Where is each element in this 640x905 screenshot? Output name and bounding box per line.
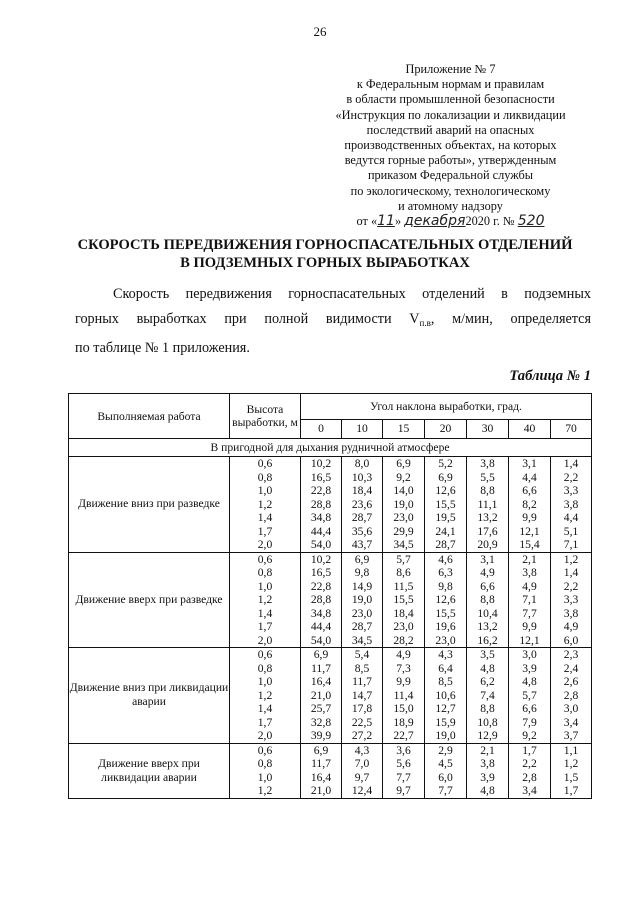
cell-value: 3,1	[522, 457, 537, 470]
cell-value: 1,7	[522, 743, 537, 757]
cell-value: 23,0	[393, 620, 414, 633]
cell-value: 1,7	[257, 715, 273, 729]
angle-header: 10	[342, 419, 383, 438]
cell-value: 3,3	[563, 484, 579, 497]
speed-cell	[551, 552, 592, 648]
appendix-line: и атомному надзору	[398, 198, 503, 213]
cell-value: 9,9	[522, 511, 537, 524]
cell-value: 10,6	[435, 688, 456, 702]
cell-value: 8,6	[396, 566, 411, 579]
cell-value: 2,8	[563, 688, 579, 702]
angle-header: 40	[509, 419, 551, 438]
cell-value: 34,5	[351, 633, 373, 647]
cell-value: 8,8	[480, 702, 495, 715]
cell-value: 10,2	[310, 552, 332, 566]
velocity-subscript: п.в	[419, 318, 431, 328]
cell-value: 16,5	[310, 566, 332, 579]
cell-value: 22,8	[310, 484, 332, 497]
cell-value: 28,8	[310, 593, 332, 606]
cell-value: 6,6	[480, 579, 495, 593]
speed-cell	[509, 648, 551, 744]
cell-value: 7,7	[438, 784, 453, 797]
speed-cell	[383, 457, 425, 553]
paragraph-line-2-end: , м/мин, определяется	[430, 311, 591, 327]
cell-value: 1,4	[563, 457, 579, 470]
cell-value: 8,0	[354, 457, 370, 470]
cell-value: 2,1	[522, 552, 537, 566]
cell-value: 6,6	[522, 484, 537, 497]
cell-value: 23,0	[393, 511, 414, 524]
angle-header: 30	[467, 419, 509, 438]
cell-value: 19,0	[351, 593, 373, 606]
cell-value: 6,4	[438, 661, 453, 675]
cell-value: 4,9	[563, 620, 579, 633]
activity-cell: Движение вниз при ликвидации аварии	[69, 648, 230, 744]
cell-value: 5,2	[438, 457, 453, 470]
table-row	[69, 648, 592, 744]
cell-value: 28,7	[435, 538, 456, 551]
header-work: Выполняемая работа	[69, 394, 230, 439]
cell-value: 14,9	[351, 579, 373, 593]
speed-cell	[467, 648, 509, 744]
cell-value: 19,0	[393, 497, 414, 511]
cell-value: 1,0	[257, 770, 273, 784]
cell-value: 3,4	[522, 784, 537, 797]
paragraph-line-2	[75, 307, 591, 336]
cell-value: 7,1	[563, 538, 579, 551]
cell-value: 1,2	[257, 784, 273, 797]
sign-prefix: от «	[356, 214, 378, 229]
appendix-line: производственных объектах, на которых	[344, 138, 557, 153]
cell-value: 3,4	[563, 715, 579, 729]
cell-value: 2,1	[480, 743, 495, 757]
cell-value: 1,2	[257, 593, 273, 606]
sign-mid: »	[394, 214, 402, 229]
cell-value: 4,9	[396, 648, 411, 661]
cell-value: 16,5	[310, 470, 332, 484]
cell-value: 16,4	[310, 770, 332, 784]
cell-value: 9,8	[354, 566, 370, 579]
cell-value: 3,0	[522, 648, 537, 661]
cell-value: 3,1	[480, 552, 495, 566]
cell-value: 3,9	[480, 770, 495, 784]
cell-value: 28,7	[351, 511, 373, 524]
cell-value: 6,0	[563, 633, 579, 647]
appendix-line: ведутся горные работы», утвержденным	[344, 153, 557, 168]
cell-value: 6,9	[354, 552, 370, 566]
cell-value: 1,2	[563, 757, 579, 770]
cell-value: 8,8	[480, 484, 495, 497]
cell-value: 1,4	[257, 702, 273, 715]
cell-value: 2,2	[563, 470, 579, 484]
cell-value: 7,0	[354, 757, 370, 770]
cell-value: 4,4	[522, 470, 537, 484]
cell-value: 3,8	[522, 566, 537, 579]
speed-cell	[551, 743, 592, 798]
cell-value: 27,2	[351, 729, 373, 742]
cell-value: 12,9	[477, 729, 498, 742]
cell-value: 0,6	[257, 457, 273, 470]
cell-value: 15,4	[519, 538, 540, 551]
cell-value: 1,0	[257, 675, 273, 688]
cell-value: 7,9	[522, 715, 537, 729]
cell-value: 13,2	[477, 511, 498, 524]
cell-value: 21,0	[310, 784, 332, 797]
paragraph-line-1: Скорость передвижения горноспасательных отделений в подземных	[113, 286, 591, 302]
cell-value: 23,0	[351, 606, 373, 620]
cell-value: 1,2	[257, 497, 273, 511]
cell-value: 2,0	[257, 538, 273, 551]
cell-value: 54,0	[310, 538, 332, 551]
cell-value: 3,8	[480, 457, 495, 470]
cell-value: 4,8	[522, 675, 537, 688]
cell-value: 15,5	[435, 606, 456, 620]
speed-cell	[383, 743, 425, 798]
cell-value: 14,7	[351, 688, 373, 702]
speed-cell	[301, 457, 342, 553]
cell-value: 9,8	[438, 579, 453, 593]
cell-value: 18,9	[393, 715, 414, 729]
speed-cell	[301, 552, 342, 648]
cell-value: 11,1	[477, 497, 498, 511]
speed-cell	[551, 648, 592, 744]
cell-value: 32,8	[310, 715, 332, 729]
cell-value: 12,7	[435, 702, 456, 715]
speed-table	[68, 393, 592, 799]
speed-cell	[509, 552, 551, 648]
cell-value: 2,9	[438, 743, 453, 757]
cell-value: 10,4	[477, 606, 498, 620]
cell-value: 2,3	[563, 648, 579, 661]
cell-value: 28,7	[351, 620, 373, 633]
activity-cell: Движение вверх при разведке	[69, 552, 230, 648]
cell-value: 0,6	[257, 743, 273, 757]
cell-value: 10,3	[351, 470, 373, 484]
appendix-line: по экологическому, технологическому	[350, 183, 551, 198]
cell-value: 3,9	[522, 661, 537, 675]
cell-value: 4,9	[522, 579, 537, 593]
cell-value: 5,7	[396, 552, 411, 566]
cell-value: 6,0	[438, 770, 453, 784]
height-cell	[230, 552, 301, 648]
cell-value: 8,5	[438, 675, 453, 688]
appendix-line: Приложение № 7	[405, 62, 496, 76]
angle-header: 0	[301, 419, 342, 438]
cell-value: 16,2	[477, 633, 498, 647]
paragraph-line-2-text: горных выработках при полной видимости V	[75, 311, 420, 327]
angle-header: 70	[551, 419, 592, 438]
cell-value: 8,2	[522, 497, 537, 511]
cell-value: 9,9	[522, 620, 537, 633]
cell-value: 12,1	[519, 524, 540, 538]
cell-value: 1,0	[257, 484, 273, 497]
cell-value: 5,1	[563, 524, 579, 538]
cell-value: 43,7	[351, 538, 373, 551]
cell-value: 7,7	[522, 606, 537, 620]
cell-value: 5,6	[396, 757, 411, 770]
speed-cell	[383, 552, 425, 648]
cell-value: 13,2	[477, 620, 498, 633]
cell-value: 6,9	[396, 457, 411, 470]
cell-value: 7,4	[480, 688, 495, 702]
speed-cell	[301, 743, 342, 798]
cell-value: 11,5	[393, 579, 414, 593]
cell-value: 25,7	[310, 702, 332, 715]
cell-value: 3,7	[563, 729, 579, 742]
cell-value: 28,2	[393, 633, 414, 647]
title-line-2: В ПОДЗЕМНЫХ ГОРНЫХ ВЫРАБОТКАХ	[180, 255, 470, 271]
cell-value: 34,8	[310, 511, 332, 524]
cell-value: 2,6	[563, 675, 579, 688]
cell-value: 2,8	[522, 770, 537, 784]
cell-value: 12,4	[351, 784, 373, 797]
cell-value: 6,9	[313, 648, 329, 661]
cell-value: 15,5	[435, 497, 456, 511]
cell-value: 5,7	[522, 688, 537, 702]
cell-value: 19,0	[435, 729, 456, 742]
cell-value: 19,6	[435, 620, 456, 633]
cell-value: 5,4	[354, 648, 370, 661]
cell-value: 6,9	[313, 743, 329, 757]
cell-value: 22,7	[393, 729, 414, 742]
speed-cell	[425, 648, 467, 744]
cell-value: 0,8	[257, 661, 273, 675]
cell-value: 10,2	[310, 457, 332, 470]
appendix-line: в области промышленной безопасности	[346, 92, 555, 107]
cell-value: 3,6	[396, 743, 411, 757]
handwritten-day: 11	[377, 213, 395, 230]
cell-value: 2,0	[257, 633, 273, 647]
cell-value: 6,6	[522, 702, 537, 715]
cell-value: 1,7	[563, 784, 579, 797]
cell-value: 1,5	[563, 770, 579, 784]
handwritten-order-number: 520	[517, 213, 545, 230]
appendix-line: «Инструкция по локализации и ликвидации	[335, 107, 566, 122]
cell-value: 54,0	[310, 633, 332, 647]
cell-value: 1,1	[563, 743, 579, 757]
cell-value: 3,8	[563, 497, 579, 511]
activity-cell: Движение вниз при разведке	[69, 457, 230, 553]
cell-value: 2,2	[563, 579, 579, 593]
cell-value: 23,6	[351, 497, 373, 511]
cell-value: 1,0	[257, 579, 273, 593]
appendix-line: последствий аварий на опасных	[366, 122, 535, 137]
height-cell	[230, 457, 301, 553]
cell-value: 19,5	[435, 511, 456, 524]
cell-value: 11,7	[352, 675, 372, 688]
speed-cell	[509, 743, 551, 798]
cell-value: 8,5	[354, 661, 370, 675]
cell-value: 3,0	[563, 702, 579, 715]
speed-cell	[509, 457, 551, 553]
cell-value: 1,4	[257, 511, 273, 524]
cell-value: 9,2	[396, 470, 411, 484]
cell-value: 24,1	[435, 524, 456, 538]
table-caption: Таблица № 1	[509, 368, 591, 384]
cell-value: 2,4	[563, 661, 579, 675]
cell-value: 15,9	[435, 715, 456, 729]
cell-value: 29,9	[393, 524, 414, 538]
speed-cell	[425, 743, 467, 798]
cell-value: 14,0	[393, 484, 414, 497]
cell-value: 6,3	[438, 566, 453, 579]
cell-value: 4,4	[563, 511, 579, 524]
cell-value: 17,6	[477, 524, 498, 538]
cell-value: 17,8	[351, 702, 373, 715]
cell-value: 0,8	[257, 757, 273, 770]
title-line-1: СКОРОСТЬ ПЕРЕДВИЖЕНИЯ ГОРНОСПАСАТЕЛЬНЫХ ОТДЕЛЕНИЙ	[77, 237, 573, 253]
cell-value: 4,3	[438, 648, 453, 661]
cell-value: 5,5	[480, 470, 495, 484]
cell-value: 21,0	[310, 688, 332, 702]
cell-value: 0,6	[257, 648, 273, 661]
cell-value: 34,8	[310, 606, 332, 620]
table-row	[69, 743, 592, 798]
speed-cell	[467, 743, 509, 798]
cell-value: 1,7	[257, 620, 273, 633]
cell-value: 9,7	[396, 784, 411, 797]
cell-value: 3,8	[563, 606, 579, 620]
cell-value: 3,8	[480, 757, 495, 770]
cell-value: 22,8	[310, 579, 332, 593]
cell-value: 28,8	[310, 497, 332, 511]
cell-value: 2,2	[522, 757, 537, 770]
cell-value: 11,7	[311, 661, 331, 675]
cell-value: 11,4	[393, 688, 414, 702]
height-cell	[230, 743, 301, 798]
cell-value: 35,6	[351, 524, 373, 538]
cell-value: 1,2	[563, 552, 579, 566]
cell-value: 3,3	[563, 593, 579, 606]
height-cell	[230, 648, 301, 744]
cell-value: 4,9	[480, 566, 495, 579]
cell-value: 8,8	[480, 593, 495, 606]
speed-cell	[467, 552, 509, 648]
cell-value: 1,7	[257, 524, 273, 538]
cell-value: 0,8	[257, 470, 273, 484]
cell-value: 1,2	[257, 688, 273, 702]
cell-value: 4,3	[354, 743, 370, 757]
cell-value: 1,4	[257, 606, 273, 620]
page-number: 26	[313, 24, 327, 39]
cell-value: 12,6	[435, 593, 456, 606]
cell-value: 2,0	[257, 729, 273, 742]
cell-value: 23,0	[435, 633, 456, 647]
activity-cell: Движение вверх при ликвидации аварии	[69, 743, 230, 798]
cell-value: 0,6	[257, 552, 273, 566]
speed-cell	[342, 648, 383, 744]
speed-cell	[342, 457, 383, 553]
speed-cell	[551, 457, 592, 553]
speed-cell	[342, 552, 383, 648]
cell-value: 4,6	[438, 552, 453, 566]
appendix-line: к Федеральным нормам и правилам	[356, 77, 545, 92]
cell-value: 20,9	[477, 538, 498, 551]
cell-value: 22,5	[351, 715, 373, 729]
cell-value: 11,7	[311, 757, 331, 770]
table-row	[69, 457, 592, 553]
speed-cell	[425, 552, 467, 648]
handwritten-month: декабря	[404, 213, 466, 230]
order-signature-line	[318, 214, 583, 229]
speed-cell	[467, 457, 509, 553]
paragraph-line-3: по таблице № 1 приложения.	[75, 340, 250, 356]
header-angle: Угол наклона выработки, град.	[301, 394, 592, 420]
cell-value: 7,1	[522, 593, 537, 606]
cell-value: 44,4	[310, 524, 332, 538]
cell-value: 9,9	[396, 675, 411, 688]
cell-value: 6,9	[438, 470, 453, 484]
cell-value: 4,8	[480, 661, 495, 675]
cell-value: 6,2	[480, 675, 495, 688]
cell-value: 7,7	[396, 770, 411, 784]
table-row	[69, 552, 592, 648]
cell-value: 39,9	[310, 729, 332, 742]
cell-value: 15,5	[393, 593, 414, 606]
cell-value: 3,5	[480, 648, 495, 661]
cell-value: 4,8	[480, 784, 495, 797]
document-title	[60, 236, 590, 272]
speed-cell	[383, 648, 425, 744]
cell-value: 44,4	[310, 620, 332, 633]
appendix-header	[318, 62, 583, 229]
header-height: Высота выработки, м	[230, 394, 301, 439]
section-row: В пригодной для дыхания рудничной атмосфере	[69, 439, 592, 457]
cell-value: 7,3	[396, 661, 411, 675]
cell-value: 4,5	[438, 757, 453, 770]
cell-value: 9,7	[354, 770, 370, 784]
cell-value: 10,8	[477, 715, 498, 729]
intro-paragraph	[75, 282, 591, 361]
cell-value: 18,4	[393, 606, 414, 620]
speed-cell	[342, 743, 383, 798]
cell-value: 12,6	[435, 484, 456, 497]
angle-header: 20	[425, 419, 467, 438]
cell-value: 18,4	[351, 484, 373, 497]
cell-value: 15,0	[393, 702, 414, 715]
appendix-line: приказом Федеральной службы	[367, 168, 534, 183]
speed-cell	[425, 457, 467, 553]
cell-value: 1,4	[563, 566, 579, 579]
cell-value: 34,5	[393, 538, 414, 551]
cell-value: 0,8	[257, 566, 273, 579]
cell-value: 12,1	[519, 633, 540, 647]
angle-header: 15	[383, 419, 425, 438]
speed-cell	[301, 648, 342, 744]
sign-year: 2020 г. №	[465, 214, 515, 229]
cell-value: 9,2	[522, 729, 537, 742]
cell-value: 16,4	[310, 675, 332, 688]
